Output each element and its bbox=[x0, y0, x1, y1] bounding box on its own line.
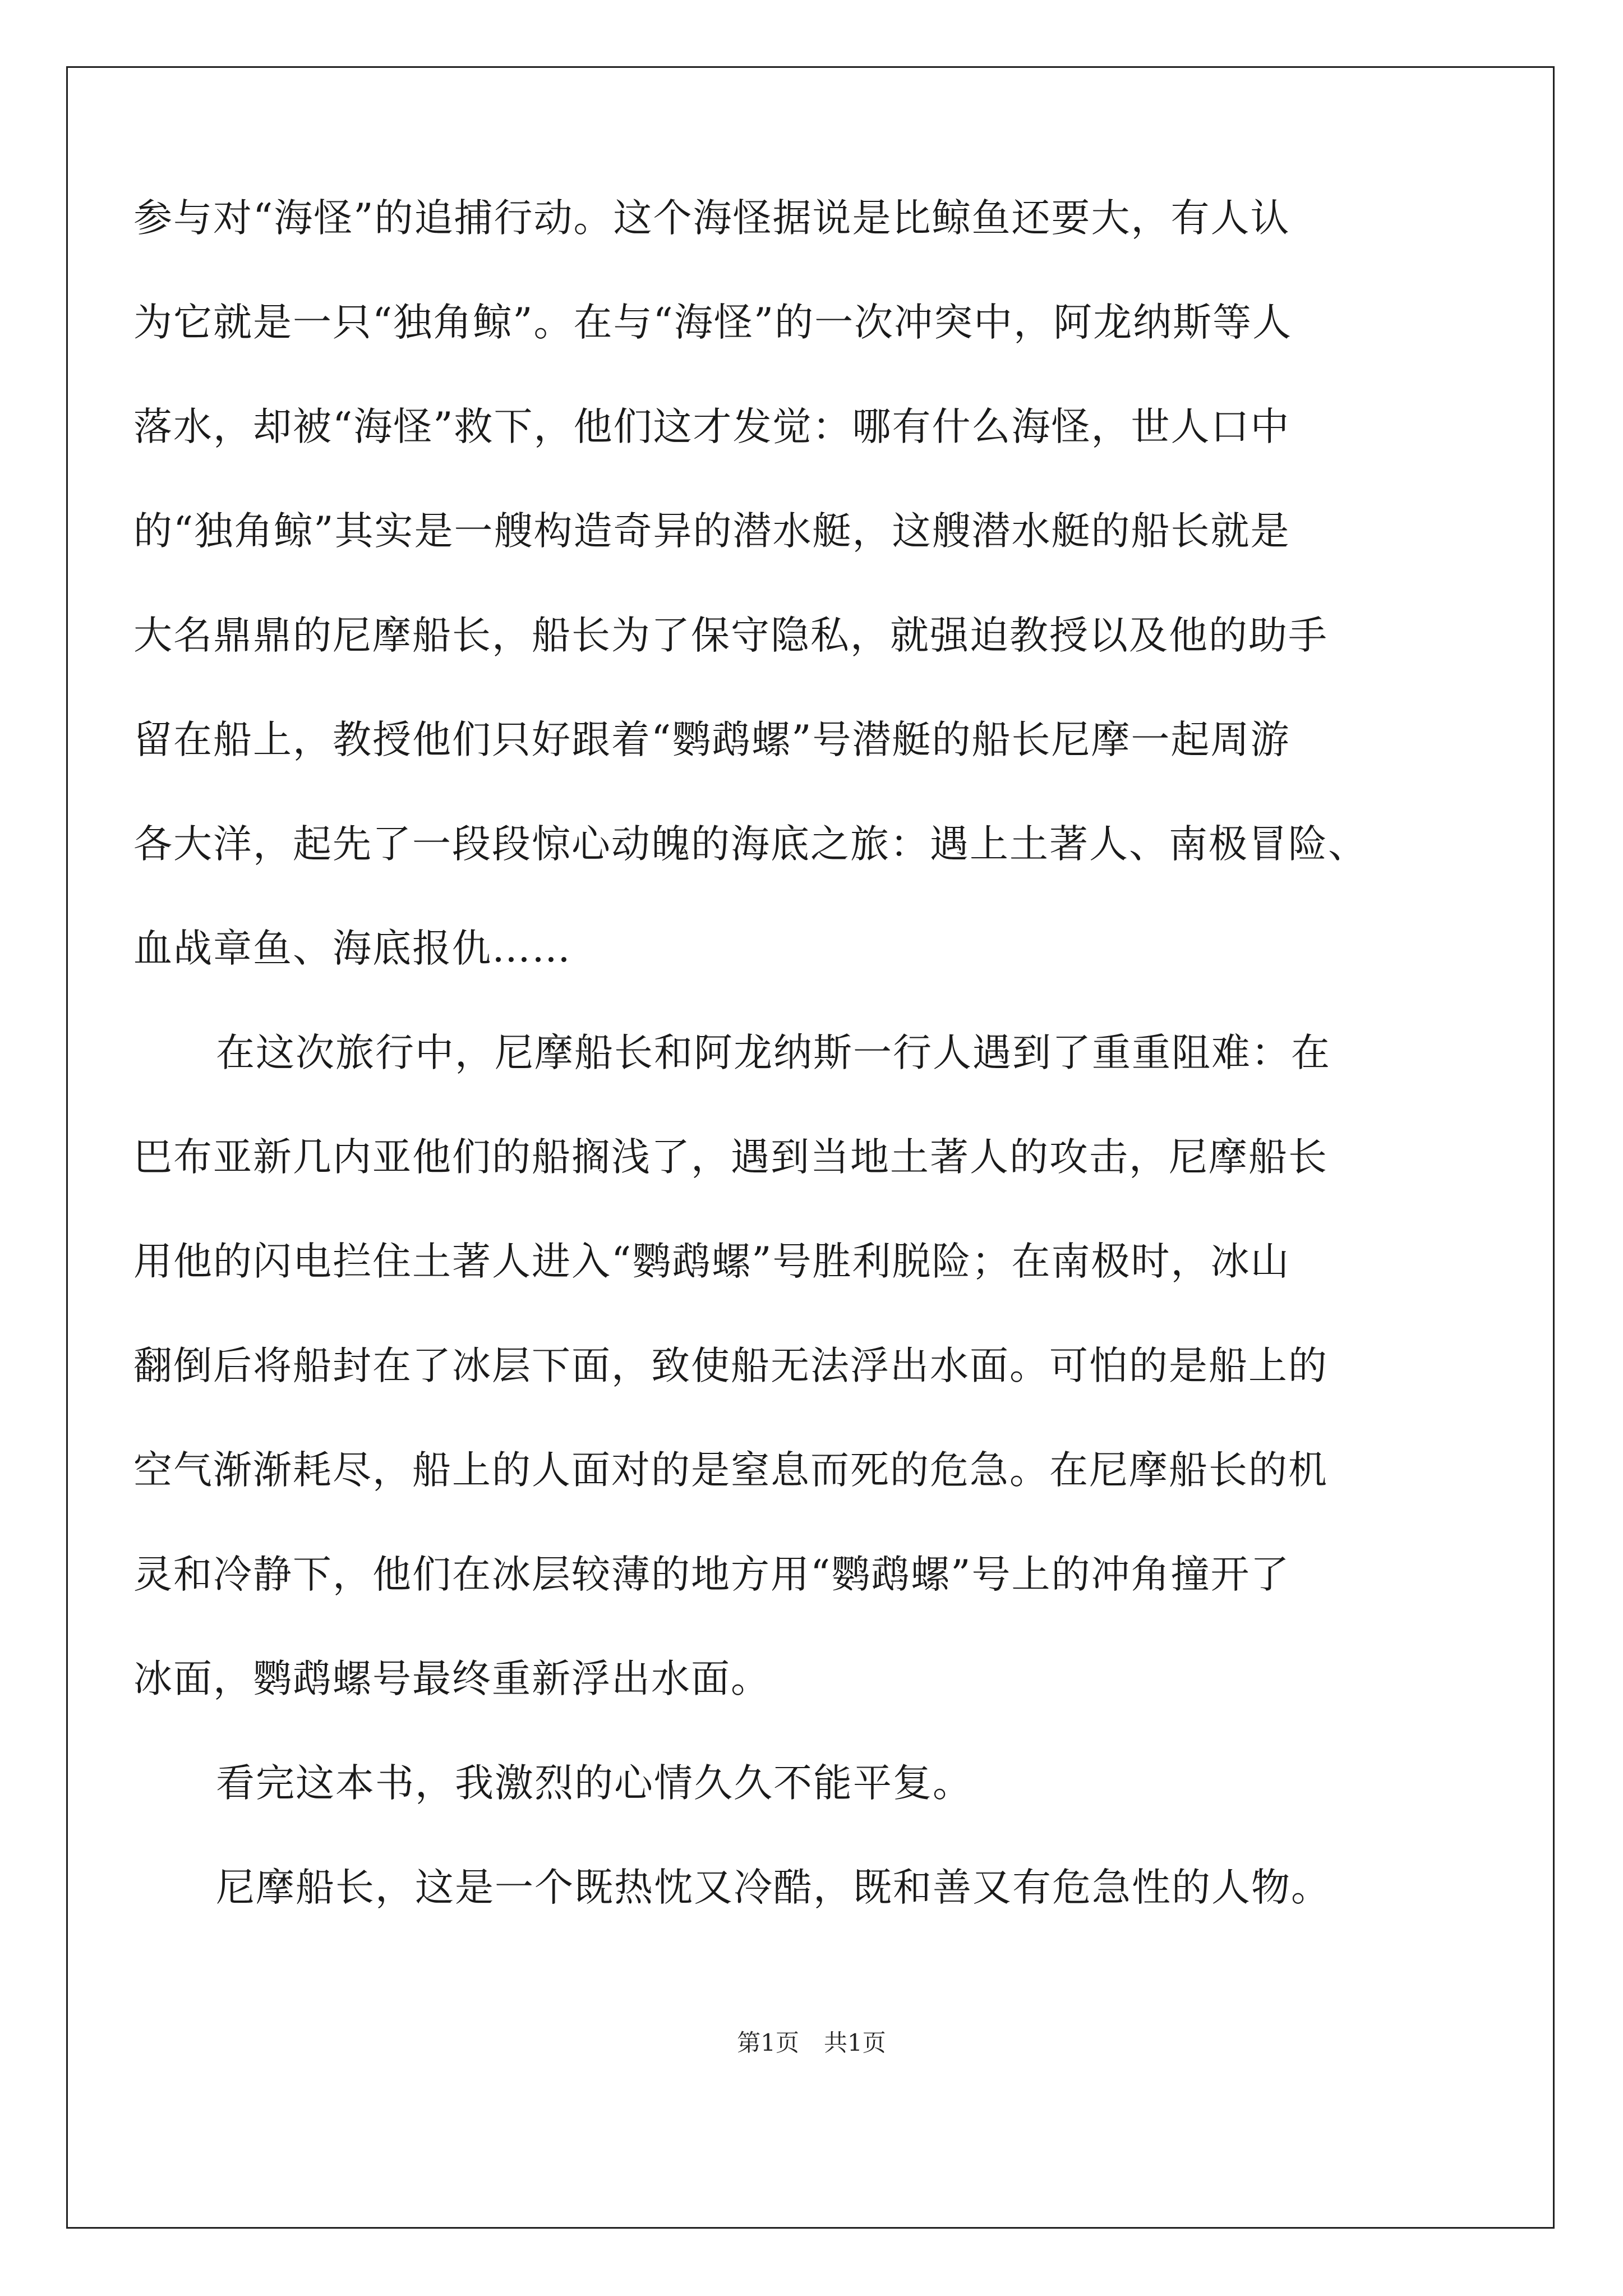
text-line: 冰面，鹦鹉螺号最终重新浮出水面。 bbox=[133, 1657, 771, 1701]
paragraph-first-line: 看完这本书，我激烈的心情久久不能平复。 bbox=[216, 1761, 972, 1806]
paragraph-first-line: 尼摩船长，这是一个既热忱又冷酷，既和善又有危急性的人物。 bbox=[216, 1865, 1331, 1910]
text-line: 为它就是一只“独角鲸”。在与“海怪”的一次冲突中，阿龙纳斯等人 bbox=[133, 300, 1293, 345]
text-line: 空气渐渐耗尽，船上的人面对的是窒息而死的危急。在尼摩船长的机 bbox=[133, 1448, 1328, 1493]
text-line: 灵和冷静下，他们在冰层较薄的地方用“鹦鹉螺”号上的冲角撞开了 bbox=[133, 1552, 1290, 1597]
page-number: 第1页 bbox=[737, 2029, 799, 2056]
page-total: 共1页 bbox=[824, 2029, 886, 2056]
page-footer bbox=[0, 2030, 1623, 2056]
text-line: 的“独角鲸”其实是一艘构造奇异的潜水艇，这艘潜水艇的船长就是 bbox=[133, 509, 1290, 554]
text-line: 落水，却被“海怪”救下，他们这才发觉：哪有什么海怪，世人口中 bbox=[133, 404, 1290, 449]
text-line: 翻倒后将船封在了冰层下面，致使船无法浮出水面。可怕的是船上的 bbox=[133, 1343, 1328, 1388]
text-line: 血战章鱼、海底报仇…… bbox=[133, 926, 571, 971]
text-line: 留在船上，教授他们只好跟着“鹦鹉螺”号潜艇的船长尼摩一起周游 bbox=[133, 717, 1290, 762]
text-line: 各大洋，起先了一段段惊心动魄的海底之旅：遇上土著人、南极冒险、 bbox=[133, 822, 1368, 867]
text-line: 大名鼎鼎的尼摩船长，船长为了保守隐私，就强迫教授以及他的助手 bbox=[133, 613, 1328, 658]
document-body bbox=[133, 196, 1491, 1973]
paragraph-first-line: 在这次旅行中，尼摩船长和阿龙纳斯一行人遇到了重重阻难：在 bbox=[216, 1030, 1331, 1075]
text-line: 参与对“海怪”的追捕行动。这个海怪据说是比鲸鱼还要大，有人认 bbox=[133, 196, 1290, 241]
text-line: 巴布亚新几内亚他们的船搁浅了，遇到当地土著人的攻击，尼摩船长 bbox=[133, 1135, 1328, 1180]
text-line: 用他的闪电拦住土著人进入“鹦鹉螺”号胜利脱险；在南极时，冰山 bbox=[133, 1239, 1290, 1284]
